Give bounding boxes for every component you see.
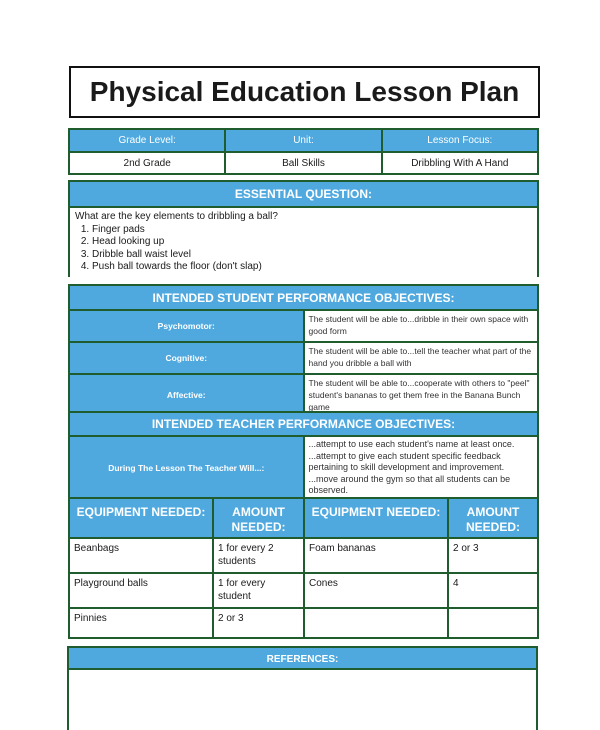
amount-cell: 1 for every student bbox=[213, 573, 304, 608]
student-objectives-section bbox=[68, 284, 539, 412]
list-item: 2. Head looking up bbox=[92, 236, 532, 249]
teacher-objective-line: ...attempt to use each student's name at least once. bbox=[308, 439, 515, 449]
unit-value: Ball Skills bbox=[225, 152, 381, 174]
equipment-cell: Foam bananas bbox=[304, 538, 448, 573]
equipment-header: EQUIPMENT NEEDED: bbox=[304, 498, 448, 538]
psychomotor-label: Psychomotor: bbox=[69, 310, 304, 342]
grade-level-header: Grade Level: bbox=[69, 129, 225, 152]
table-row bbox=[69, 538, 538, 573]
equipment-cell: Beanbags bbox=[69, 538, 213, 573]
essential-question-body bbox=[70, 208, 537, 277]
cognitive-text: The student will be able to...tell the teacher what part of the hand you dribble a ball with bbox=[304, 342, 539, 374]
lesson-focus-header: Lesson Focus: bbox=[382, 129, 538, 152]
table-row bbox=[69, 573, 538, 608]
references-heading: REFERENCES: bbox=[69, 646, 536, 670]
teacher-objective-line: ...move around the gym so that all students can be observed. bbox=[308, 473, 511, 495]
essential-question-section bbox=[68, 180, 539, 277]
lesson-info-table bbox=[68, 128, 539, 175]
list-item: 3. Dribble ball waist level bbox=[92, 249, 532, 262]
equipment-cell: Playground balls bbox=[69, 573, 213, 608]
amount-cell: 4 bbox=[448, 573, 538, 608]
equipment-cell: Cones bbox=[304, 573, 448, 608]
equipment-header: EQUIPMENT NEEDED: bbox=[69, 498, 213, 538]
amount-cell bbox=[448, 608, 538, 638]
affective-label: Affective: bbox=[69, 374, 304, 416]
list-item: 4. Push ball towards the floor (don't slap) bbox=[92, 261, 532, 274]
unit-header: Unit: bbox=[225, 129, 381, 152]
essential-question-list bbox=[75, 224, 532, 274]
teacher-objectives-section bbox=[68, 411, 539, 495]
cognitive-label: Cognitive: bbox=[69, 342, 304, 374]
grade-level-value: 2nd Grade bbox=[69, 152, 225, 174]
teacher-objective-line: ...attempt to give each student specific feedback pertaining to skill development and improvement. bbox=[308, 450, 505, 472]
student-objectives-heading: INTENDED STUDENT PERFORMANCE OBJECTIVES: bbox=[69, 285, 538, 310]
lesson-focus-value: Dribbling With A Hand bbox=[382, 152, 538, 174]
amount-cell: 1 for every 2 students bbox=[213, 538, 304, 573]
amount-cell: 2 or 3 bbox=[448, 538, 538, 573]
amount-header: AMOUNT NEEDED: bbox=[213, 498, 304, 538]
amount-cell: 2 or 3 bbox=[213, 608, 304, 638]
list-item: 1. Finger pads bbox=[92, 224, 532, 237]
teacher-text bbox=[304, 436, 539, 500]
essential-question-heading: ESSENTIAL QUESTION: bbox=[70, 182, 537, 208]
table-row bbox=[69, 608, 538, 638]
equipment-cell bbox=[304, 608, 448, 638]
affective-text: The student will be able to...cooperate with others to "peel" student's bananas to get them free in the Banana Bunch game bbox=[304, 374, 539, 416]
teacher-label: During The Lesson The Teacher Will...: bbox=[69, 436, 304, 500]
page-title: Physical Education Lesson Plan bbox=[69, 66, 540, 118]
amount-header: AMOUNT NEEDED: bbox=[448, 498, 538, 538]
psychomotor-text: The student will be able to...dribble in their own space with good form bbox=[304, 310, 539, 342]
essential-question-text: What are the key elements to dribbling a ball? bbox=[75, 211, 278, 222]
equipment-cell: Pinnies bbox=[69, 608, 213, 638]
equipment-table bbox=[68, 497, 539, 639]
references-section bbox=[67, 646, 538, 730]
teacher-objectives-heading: INTENDED TEACHER PERFORMANCE OBJECTIVES: bbox=[69, 412, 538, 436]
